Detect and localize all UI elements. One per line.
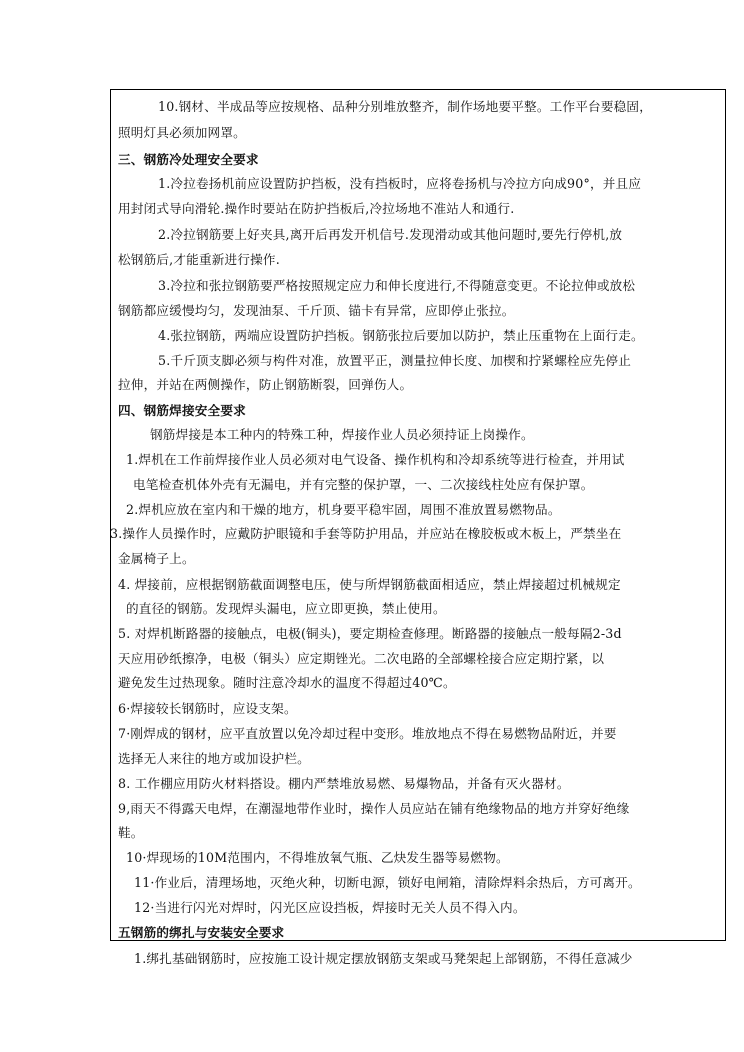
text-line: 2.冷拉钢筋要上好夹具,离开后再发开机信号.发现滑动或其他问题时,要先行停机,放 (158, 227, 623, 242)
text-line: 3.操作人员操作时，应戴防护眼镜和手套等防护用品，并应站在橡胶板或木板上，严禁坐在 (110, 526, 622, 541)
text-line: 1.焊机在工作前焊接作业人员必须对电气设备、操作机构和冷却系统等进行检查，并用试 (126, 452, 625, 467)
section-heading: 四、钢筋焊接安全要求 (118, 403, 246, 418)
text-line: 用封闭式导向滑轮.操作时要站在防护挡板后,冷拉场地不准站人和通行. (118, 201, 515, 216)
text-line: 选择无人来往的地方或加设护栏。 (118, 751, 310, 766)
text-line: 钢筋焊接是本工种内的特殊工种，焊接作业人员必须持证上岗操作。 (150, 427, 534, 442)
text-line: 的直径的钢筋。发现焊头漏电，应立即更换，禁止使用。 (126, 601, 446, 616)
text-line: 12·当进行闪光对焊时，闪光区应设挡板，焊接时无关人员不得入内。 (134, 900, 526, 915)
text-line: 2.焊机应放在室内和干燥的地方，机身要平稳牢固，周围不准放置易燃物品。 (126, 502, 561, 517)
text-line: 8. 工作棚应用防火材料搭设。棚内严禁堆放易燃、易爆物品，并备有灭火器材。 (118, 776, 570, 791)
text-line: 9,雨天不得露天电焊，在潮湿地带作业时，操作人员应站在铺有绝缘物品的地方并穿好绝缘 (118, 801, 630, 816)
text-line: 10.钢材、半成品等应按规格、品种分别堆放整齐，制作场地要平整。工作平台要稳固， (158, 99, 652, 114)
text-line: 4. 焊接前，应根据钢筋截面调整电压，使与所焊钢筋截面相适应，禁止焊接超过机械规定 (118, 577, 621, 592)
text-line: 拉伸，并站在两侧操作，防止钢筋断裂，回弹伤人。 (118, 377, 413, 392)
text-line: 松钢筋后,才能重新进行操作. (118, 252, 280, 267)
text-line: 金属椅子上。 (118, 551, 195, 566)
text-line: 6·焊接较长钢筋时，应设支架。 (118, 701, 297, 716)
section-heading: 五钢筋的绑扎与安装安全要求 (118, 925, 285, 940)
text-line: 鞋。 (118, 825, 144, 840)
text-line: 7·刚焊成的钢材，应平直放置以免冷却过程中变形。堆放地点不得在易燃物品附近，并要 (118, 726, 617, 741)
text-line: 避免发生过热现象。随时注意冷却水的温度不得超过40℃。 (118, 675, 456, 690)
section-heading: 三、钢筋冷处理安全要求 (118, 152, 259, 167)
text-line: 11·作业后，清理场地，灭绝火种，切断电源，锁好电闸箱，清除焊料余热后，方可离开。 (134, 875, 641, 890)
text-line: 1.绑扎基础钢筋时，应按施工设计规定摆放钢筋支架或马凳架起上部钢筋，不得任意减少 (134, 951, 633, 966)
text-line: 10·焊现场的10M范围内，不得堆放氧气瓶、乙炔发生器等易燃物。 (126, 850, 509, 865)
text-line: 5.千斤顶支脚必须与构件对准，放置平正，测量拉伸长度、加楔和拧紧螺栓应先停止 (158, 353, 631, 368)
text-line: 钢筋都应缓慢均匀，发现油泵、千斤顶、锚卡有异常，应即停止张拉。 (118, 303, 515, 318)
text-line: 4.张拉钢筋，两端应设置防护挡板。钢筋张拉后要加以防护，禁止压重物在上面行走。 (158, 328, 644, 343)
text-line: 5. 对焊机断路器的接触点，电极(铜头)，要定期检查修理。断路器的接触点一般每隔2-3d (118, 626, 622, 641)
text-line: 天应用砂纸擦净，电极（铜头）应定期锉光。二次电路的全部螺栓接合应定期拧紧，以 (118, 651, 605, 666)
text-line: 3.冷拉和张拉钢筋要严格按照规定应力和伸长度进行,不得随意变更。不论拉伸或放松 (158, 278, 636, 293)
text-line: 电笔检查机体外壳有无漏电，并有完整的保护罩，一、二次接线柱处应有保护罩。 (133, 477, 594, 492)
text-line: 1.冷拉卷扬机前应设置防护挡板，没有挡板时，应将卷扬机与冷拉方向成90°，并且应 (158, 176, 642, 191)
text-line: 照明灯具必须加网罩。 (118, 125, 246, 140)
